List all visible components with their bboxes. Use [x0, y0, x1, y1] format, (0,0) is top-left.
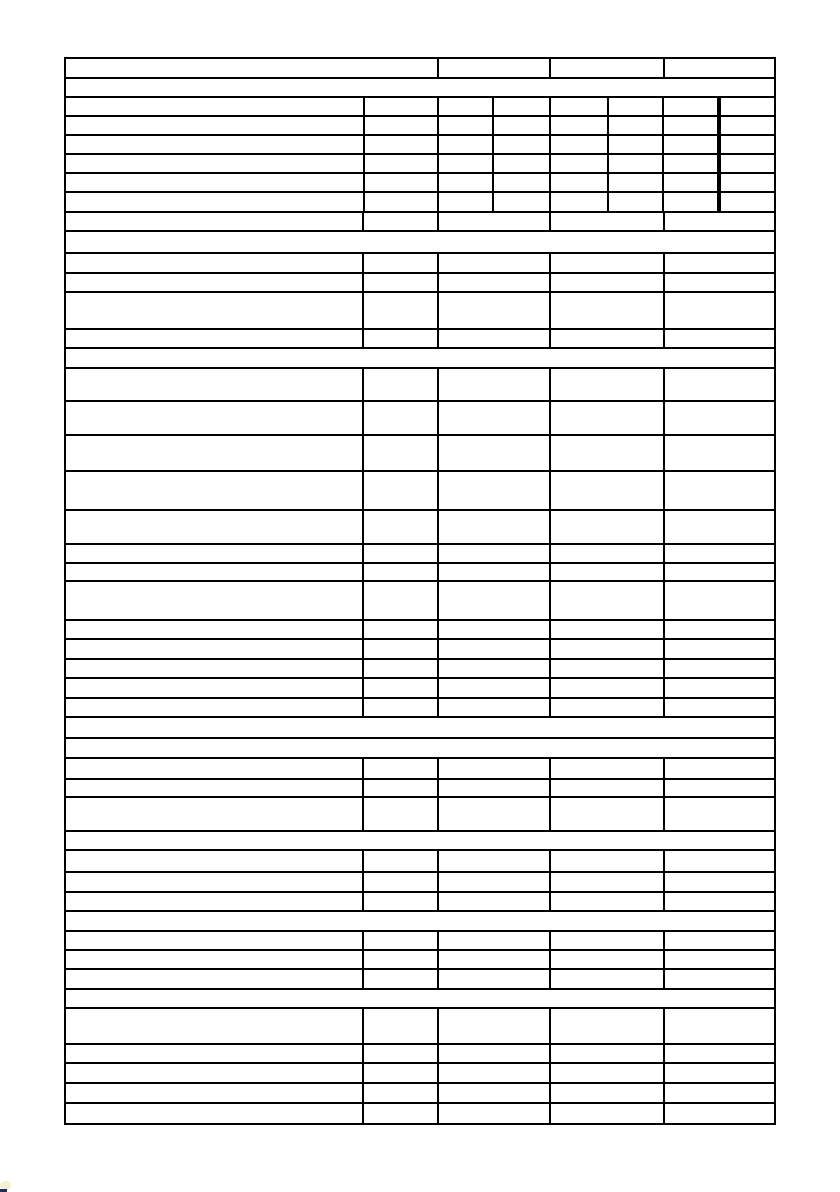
table-cell-empty: [364, 699, 439, 716]
table-cell-empty: [364, 873, 439, 891]
table-cell-empty: [721, 136, 774, 153]
table-cell-empty: [665, 472, 774, 509]
table-row-std: [66, 1084, 774, 1104]
table-cell-empty: [665, 932, 774, 949]
table-row-std: [66, 564, 774, 582]
table-cell-empty: [66, 932, 364, 949]
table-cell-empty: [66, 582, 364, 619]
table-row-std: [66, 951, 774, 970]
table-row-std: [66, 932, 774, 951]
table-cell-empty: [664, 174, 721, 191]
table-row-std: [66, 330, 774, 349]
table-cell-empty: [665, 511, 774, 543]
table-cell-empty: [551, 330, 665, 347]
table-cell-empty: [551, 117, 609, 134]
table-cell-empty: [551, 564, 665, 580]
table-cell-empty: [665, 274, 774, 291]
table-cell-empty: [364, 545, 439, 562]
table-cell-empty: [364, 679, 439, 697]
table-cell-empty: [551, 893, 665, 910]
table-cell-empty: [609, 193, 664, 211]
table-row-std: [66, 293, 774, 330]
table-row-grid6: [66, 155, 774, 174]
table-row-std: [66, 436, 774, 472]
table-cell-empty: [664, 98, 721, 115]
table-cell-empty: [439, 174, 494, 191]
table-cell-empty: [364, 472, 439, 509]
table-cell-empty: [551, 59, 665, 77]
table-cell-empty: [551, 213, 665, 230]
table-cell-empty: [66, 402, 364, 434]
table-cell-empty: [551, 660, 665, 677]
table-cell-empty: [665, 780, 774, 796]
table-cell-empty: [439, 274, 551, 291]
table-cell-empty: [551, 472, 665, 509]
table-cell-empty: [66, 739, 774, 757]
table-cell-empty: [66, 912, 774, 930]
table-cell-empty: [364, 369, 439, 400]
table-cell-empty: [66, 1045, 364, 1062]
table-cell-empty: [665, 582, 774, 619]
table-row-full: [66, 739, 774, 759]
table-row-std: [66, 213, 774, 232]
table-cell-empty: [364, 511, 439, 543]
table-cell-empty: [439, 98, 494, 115]
table-cell-empty: [551, 545, 665, 562]
table-cell-empty: [551, 699, 665, 716]
table-cell-empty: [664, 117, 721, 134]
table-row-full: [66, 718, 774, 739]
table-cell-empty: [66, 232, 774, 252]
table-cell-empty: [66, 59, 439, 77]
table-cell-empty: [364, 330, 439, 347]
table-cell-empty: [551, 759, 665, 778]
table-cell-empty: [551, 174, 609, 191]
table-row-std: [66, 851, 774, 873]
table-cell-empty: [439, 369, 551, 400]
table-cell-empty: [66, 699, 364, 716]
table-cell-empty: [364, 640, 439, 658]
table-cell-empty: [665, 402, 774, 434]
table-cell-empty: [439, 951, 551, 968]
table-cell-empty: [439, 798, 551, 830]
table-cell-empty: [665, 436, 774, 470]
table-cell-empty: [66, 193, 365, 211]
table-cell-empty: [364, 1009, 439, 1043]
table-cell-empty: [364, 274, 439, 291]
table-cell-empty: [364, 293, 439, 328]
table-cell-empty: [609, 98, 664, 115]
table-cell-empty: [665, 798, 774, 830]
table-cell-empty: [66, 369, 364, 400]
table-cell-empty: [66, 1084, 364, 1102]
table-row-std: [66, 402, 774, 436]
table-cell-empty: [364, 1084, 439, 1102]
table-cell-empty: [551, 932, 665, 949]
table-row-std: [66, 699, 774, 718]
table-cell-empty: [665, 893, 774, 910]
table-cell-empty: [66, 660, 364, 677]
table-cell-empty: [551, 369, 665, 400]
table-cell-empty: [66, 79, 774, 96]
table-cell-empty: [66, 472, 364, 509]
table-cell-empty: [364, 759, 439, 778]
table-cell-empty: [439, 970, 551, 988]
table-cell-empty: [551, 254, 665, 272]
table-cell-empty: [66, 893, 364, 910]
table-cell-empty: [364, 970, 439, 988]
table-cell-empty: [66, 98, 365, 115]
table-cell-empty: [551, 402, 665, 434]
table-cell-empty: [364, 621, 439, 638]
table-cell-empty: [364, 660, 439, 677]
table-cell-empty: [364, 564, 439, 580]
table-cell-empty: [494, 193, 551, 211]
table-cell-empty: [66, 1104, 364, 1123]
table-row-std: [66, 621, 774, 640]
table-cell-empty: [439, 1009, 551, 1043]
table-cell-empty: [439, 1045, 551, 1062]
table-row-std: [66, 970, 774, 990]
table-cell-empty: [364, 780, 439, 796]
table-row-std: [66, 1064, 774, 1084]
table-cell-empty: [665, 293, 774, 328]
table-cell-empty: [364, 1045, 439, 1062]
table-cell-empty: [66, 274, 364, 291]
table-cell-empty: [439, 330, 551, 347]
table-row-grid6: [66, 136, 774, 155]
table-cell-empty: [551, 621, 665, 638]
table-cell-empty: [439, 699, 551, 716]
table-cell-empty: [665, 660, 774, 677]
table-cell-empty: [494, 117, 551, 134]
table-cell-empty: [364, 851, 439, 871]
table-cell-empty: [494, 155, 551, 172]
table-row-std: [66, 369, 774, 402]
table-cell-empty: [721, 155, 774, 172]
table-cell-empty: [66, 349, 774, 367]
table-cell-empty: [551, 970, 665, 988]
table-cell-empty: [364, 402, 439, 434]
table-cell-empty: [551, 1084, 665, 1102]
table-cell-empty: [66, 511, 364, 543]
table-cell-empty: [439, 193, 494, 211]
table-cell-empty: [66, 117, 365, 134]
table-cell-empty: [66, 679, 364, 697]
table-cell-empty: [66, 832, 774, 849]
table-cell-empty: [66, 990, 774, 1007]
table-cell-empty: [551, 1009, 665, 1043]
table-row-std: [66, 511, 774, 545]
table-row-grid6: [66, 193, 774, 213]
table-cell-empty: [364, 582, 439, 619]
table-cell-empty: [66, 780, 364, 796]
table-cell-empty: [665, 851, 774, 871]
table-cell-empty: [665, 254, 774, 272]
table-cell-empty: [439, 136, 494, 153]
table-cell-empty: [364, 213, 439, 230]
table-cell-empty: [364, 932, 439, 949]
table-cell-empty: [365, 117, 439, 134]
table-cell-empty: [551, 274, 665, 291]
table-cell-empty: [665, 640, 774, 658]
table-cell-empty: [439, 436, 551, 470]
table-cell-empty: [665, 59, 774, 77]
table-cell-empty: [439, 155, 494, 172]
table-cell-empty: [494, 174, 551, 191]
table-cell-empty: [439, 59, 551, 77]
table-cell-empty: [551, 640, 665, 658]
table-cell-empty: [439, 1064, 551, 1082]
table-cell-empty: [365, 136, 439, 153]
table-cell-empty: [665, 330, 774, 347]
table-cell-empty: [665, 1104, 774, 1123]
table-cell-empty: [439, 660, 551, 677]
table-cell-empty: [721, 117, 774, 134]
table-cell-empty: [364, 1104, 439, 1123]
table-row-grid6: [66, 174, 774, 193]
table-cell-empty: [551, 436, 665, 470]
table-cell-empty: [439, 564, 551, 580]
table-cell-empty: [439, 293, 551, 328]
table-cell-empty: [721, 98, 774, 115]
table-row-std: [66, 679, 774, 699]
table-cell-empty: [665, 951, 774, 968]
table-cell-empty: [665, 970, 774, 988]
table-cell-empty: [551, 798, 665, 830]
table-cell-empty: [439, 545, 551, 562]
table-cell-empty: [551, 582, 665, 619]
table-cell-empty: [439, 472, 551, 509]
table-cell-empty: [551, 511, 665, 543]
table-cell-empty: [66, 155, 365, 172]
table-cell-empty: [365, 174, 439, 191]
table-cell-empty: [66, 436, 364, 470]
table-cell-empty: [609, 155, 664, 172]
table-cell-empty: [439, 254, 551, 272]
table-cell-empty: [439, 582, 551, 619]
table-cell-empty: [665, 564, 774, 580]
table-cell-empty: [665, 1009, 774, 1043]
table-cell-empty: [439, 1084, 551, 1102]
table-cell-empty: [66, 970, 364, 988]
table-cell-empty: [551, 293, 665, 328]
table-cell-empty: [439, 640, 551, 658]
table-cell-empty: [665, 1064, 774, 1082]
table-cell-empty: [66, 621, 364, 638]
table-cell-empty: [665, 1045, 774, 1062]
table-cell-empty: [439, 873, 551, 891]
table-cell-empty: [551, 1104, 665, 1123]
table-row-full: [66, 232, 774, 254]
table-row-full: [66, 832, 774, 851]
table-cell-empty: [664, 155, 721, 172]
table-cell-empty: [439, 1104, 551, 1123]
table-cell-empty: [551, 851, 665, 871]
table-cell-empty: [551, 873, 665, 891]
table-cell-empty: [609, 174, 664, 191]
table-row-full: [66, 349, 774, 369]
table-cell-empty: [665, 369, 774, 400]
table-cell-empty: [551, 1064, 665, 1082]
table-cell-empty: [551, 136, 609, 153]
table-row-std: [66, 640, 774, 660]
table-cell-empty: [66, 330, 364, 347]
table-row-std: [66, 582, 774, 621]
table-row-std: [66, 759, 774, 780]
table-row-std: [66, 254, 774, 274]
table-cell-empty: [665, 545, 774, 562]
table-cell-empty: [439, 117, 494, 134]
table-cell-empty: [551, 951, 665, 968]
table-cell-empty: [494, 98, 551, 115]
table-cell-empty: [439, 893, 551, 910]
table-cell-empty: [551, 98, 609, 115]
table-cell-empty: [439, 932, 551, 949]
table-cell-empty: [66, 1064, 364, 1082]
table-cell-empty: [439, 759, 551, 778]
table-row-std: [66, 545, 774, 564]
table-cell-empty: [439, 679, 551, 697]
table-cell-empty: [665, 621, 774, 638]
table-row-std: [66, 873, 774, 893]
table-cell-empty: [66, 293, 364, 328]
table-cell-empty: [665, 679, 774, 697]
table-cell-empty: [66, 213, 364, 230]
table-cell-empty: [665, 1084, 774, 1102]
table-cell-empty: [609, 117, 664, 134]
table-cell-empty: [66, 798, 364, 830]
table-cell-empty: [364, 1064, 439, 1082]
table-cell-empty: [364, 254, 439, 272]
table-row-std: [66, 893, 774, 912]
table-cell-empty: [664, 193, 721, 211]
table-row-full: [66, 912, 774, 932]
table-cell-empty: [66, 564, 364, 580]
table-row-std: [66, 1009, 774, 1045]
table-cell-empty: [494, 136, 551, 153]
table-row-std: [66, 1104, 774, 1123]
table-cell-empty: [665, 759, 774, 778]
table-cell-empty: [66, 1009, 364, 1043]
table-cell-empty: [439, 213, 551, 230]
table-cell-empty: [66, 545, 364, 562]
table-row-header: [66, 59, 774, 79]
table-row-std: [66, 472, 774, 511]
table-cell-empty: [665, 699, 774, 716]
table-row-std: [66, 274, 774, 293]
table-cell-empty: [551, 193, 609, 211]
table-cell-empty: [364, 951, 439, 968]
blank-form-table: [64, 57, 776, 1125]
table-cell-empty: [66, 136, 365, 153]
table-cell-empty: [364, 436, 439, 470]
table-cell-empty: [439, 851, 551, 871]
table-cell-empty: [66, 851, 364, 871]
table-cell-empty: [665, 213, 774, 230]
table-cell-empty: [66, 873, 364, 891]
table-cell-empty: [66, 254, 364, 272]
table-cell-empty: [551, 1045, 665, 1062]
table-row-std: [66, 780, 774, 798]
table-cell-empty: [551, 155, 609, 172]
table-cell-empty: [664, 136, 721, 153]
table-cell-empty: [551, 780, 665, 796]
table-cell-empty: [365, 98, 439, 115]
table-row-full: [66, 990, 774, 1009]
table-cell-empty: [66, 174, 365, 191]
table-cell-empty: [364, 798, 439, 830]
table-cell-empty: [365, 193, 439, 211]
table-cell-empty: [66, 640, 364, 658]
table-cell-empty: [364, 893, 439, 910]
table-cell-empty: [551, 679, 665, 697]
table-cell-empty: [439, 511, 551, 543]
table-cell-empty: [66, 718, 774, 737]
table-cell-empty: [365, 155, 439, 172]
table-cell-empty: [609, 136, 664, 153]
table-row-std: [66, 660, 774, 679]
table-cell-empty: [66, 951, 364, 968]
table-cell-empty: [439, 621, 551, 638]
table-cell-empty: [66, 759, 364, 778]
table-row-full: [66, 79, 774, 98]
table-row-grid6: [66, 98, 774, 117]
table-cell-empty: [721, 174, 774, 191]
table-cell-empty: [439, 780, 551, 796]
table-cell-empty: [721, 193, 774, 211]
table-row-grid6: [66, 117, 774, 136]
table-row-std: [66, 1045, 774, 1064]
table-cell-empty: [439, 402, 551, 434]
table-row-std: [66, 798, 774, 832]
table-cell-empty: [665, 873, 774, 891]
